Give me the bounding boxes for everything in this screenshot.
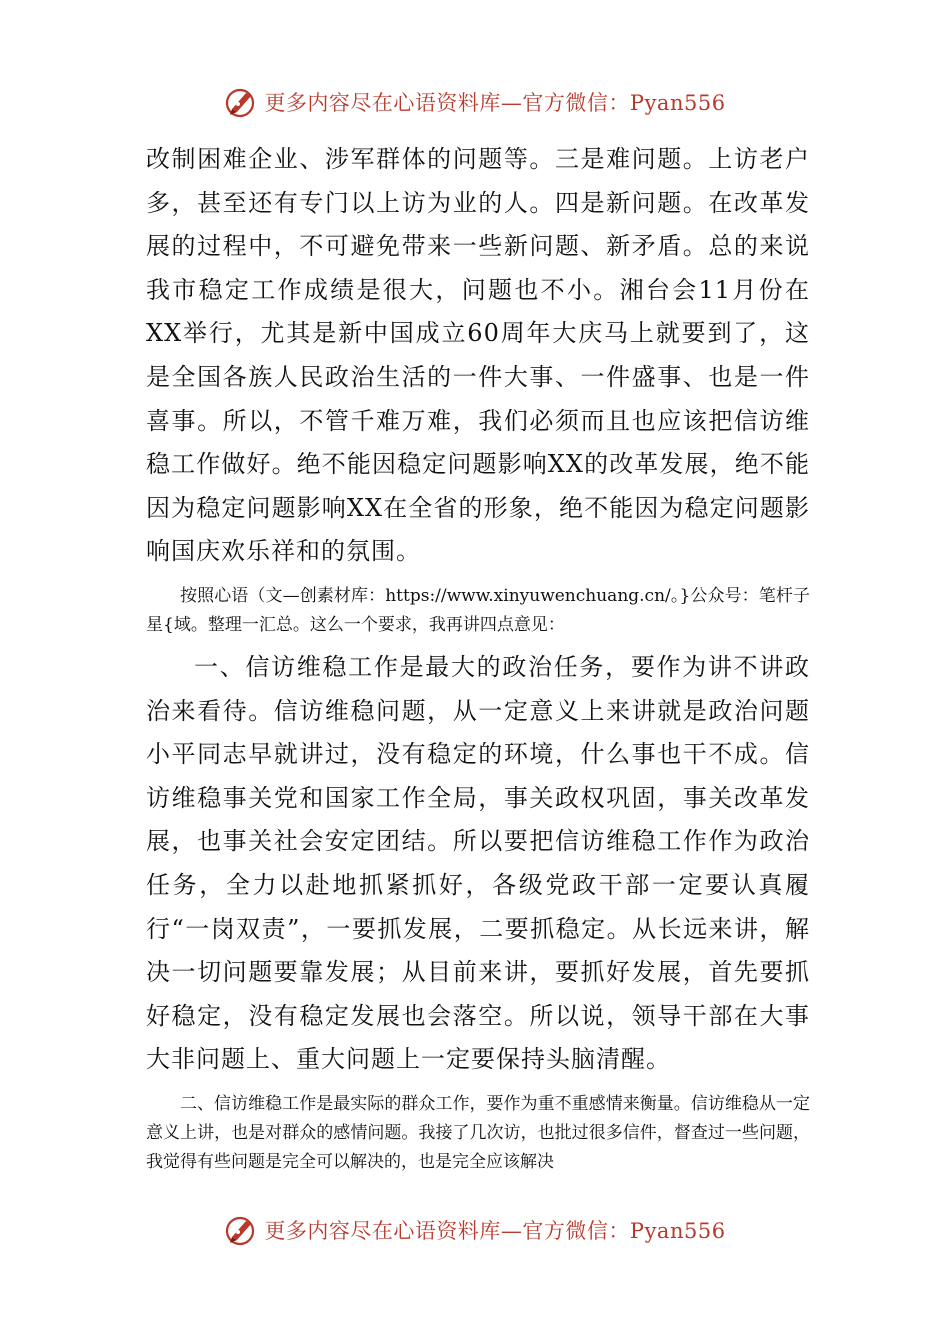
paragraph-point-two: 二、信访维稳工作是最实际的群众工作，要作为重不重感情来衡量。信访维稳从一定意义上讲，也是对群众的感情问题。我接了几次访，也批过很多信件，督查过一些问题，我觉得有些问题是完全可以解决的，也是完全应该解决 [146,1093,810,1172]
paragraph-source-note: 按照心语（文—创素材库：https://www.xinyuwenchuang.cn/。}公众号：笔杆子星{域。整理一汇总。这么一个要求，我再讲四点意见： [146,585,810,635]
footer-banner-text: 更多内容尽在心语资料库—官方微信：Pyan556 [264,1219,726,1243]
paragraph-point-one: 一、信访维稳工作是最大的政治任务，要作为讲不讲政治来看待。信访维稳问题，从一定意义上来讲就是政治问题小平同志早就讲过，没有稳定的环境，什么事也干不成。信访维稳事关党和国家工作全局，事关政权巩固，事关改革发展，也事关社会安定团结。所以要把信访维稳工作作为政治任务，全力以赴地抓紧抓好，各级党政干部一定要认真履行“一岗双责”，一要抓发展，二要抓稳定。从长远来讲，解决一切问题要靠发展；从目前来讲，要抓好发展，首先要抓好稳定，没有稳定发展也会落空。所以说，领导干部在大事大非问题上、重大问题上一定要保持头脑清醒。 [146,652,810,1074]
pen-circle-logo-icon [224,1213,258,1247]
pen-circle-logo-icon [224,85,258,119]
footer-banner [0,1208,950,1252]
document-body [146,138,810,1177]
header-banner [0,80,950,124]
paragraph-continuation: 改制困难企业、涉军群体的问题等。三是难问题。上访老户多，甚至还有专门以上访为业的人。四是新问题。在改革发展的过程中，不可避免带来一些新问题、新矛盾。总的来说我市稳定工作成绩是很大，问题也不小。湘台会11月份在XX举行，尤其是新中国成立60周年大庆马上就要到了，这是全国各族人民政治生活的一件大事、一件盛事、也是一件喜事。所以，不管千难万难，我们必须而且也应该把信访维稳工作做好。绝不能因稳定问题影响XX的改革发展，绝不能因为稳定问题影响XX在全省的形象，绝不能因为稳定问题影响国庆欢乐祥和的氛围。 [146,145,810,566]
header-banner-text: 更多内容尽在心语资料库—官方微信：Pyan556 [264,91,726,115]
